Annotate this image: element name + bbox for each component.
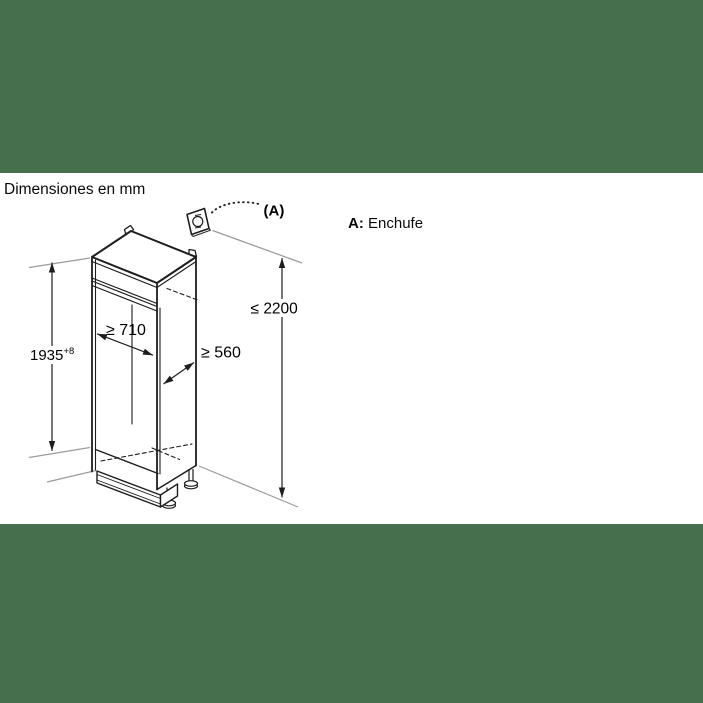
floor-line-left	[47, 471, 96, 483]
hidden-edge-top	[167, 289, 199, 301]
niche-width-label: ≥ 710	[106, 322, 146, 339]
floor-line-right	[199, 466, 298, 507]
legend-value: Enchufe	[368, 215, 424, 232]
top-face	[92, 231, 196, 283]
niche-depth-label: ≥ 560	[201, 344, 241, 362]
top-rail-edge-2	[92, 281, 157, 307]
dimension-overall-height	[249, 258, 306, 498]
page-title: Dimensiones en mm	[4, 181, 146, 198]
dimension-niche-height	[27, 263, 82, 452]
legend-key: A:	[348, 215, 364, 232]
top-rail-edge-3	[92, 286, 157, 312]
cabinet-drawing	[92, 226, 199, 509]
extension-line-socket	[213, 231, 303, 264]
power-socket-icon	[187, 209, 211, 237]
dimension-niche-width	[97, 322, 153, 355]
extension-line-top-left	[29, 258, 90, 268]
dimension-niche-depth	[164, 345, 242, 385]
hidden-edges	[101, 289, 199, 462]
extension-line-bottom-left	[29, 448, 90, 458]
overall-height-label: ≤ 2200	[250, 300, 298, 318]
plinth	[97, 471, 178, 507]
callout-dotted-line	[212, 202, 261, 212]
niche-height-label: 1935	[30, 347, 64, 364]
floor-front-edge	[96, 450, 159, 474]
top-rail-edge-1	[92, 278, 157, 304]
niche-height-tolerance: +8	[63, 346, 75, 357]
foot-right-base-top	[185, 481, 198, 487]
callout-label: (A)	[263, 202, 285, 220]
socket-body	[187, 209, 209, 235]
dimension-line	[164, 363, 195, 385]
plinth-front-face	[97, 471, 161, 507]
